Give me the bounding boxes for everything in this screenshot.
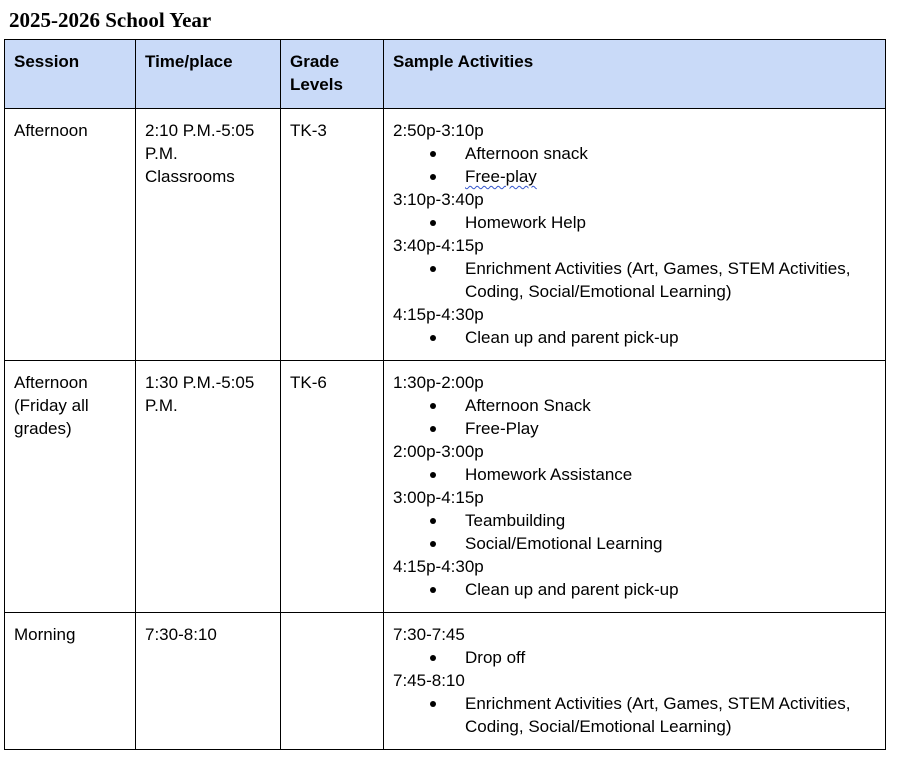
activity-item: Clean up and parent pick-up: [465, 326, 876, 349]
place-text: Classrooms: [145, 167, 235, 186]
activity-item: Social/Emotional Learning: [465, 532, 876, 555]
time-place-cell: [136, 109, 281, 361]
activities-cell: [384, 109, 886, 361]
activity-list: [393, 509, 876, 555]
activity-list: [393, 257, 876, 303]
activity-item: Free-Play: [465, 417, 876, 440]
table-row: [5, 613, 886, 750]
activity-item: Homework Help: [465, 211, 876, 234]
time-slot: 2:00p-3:00p: [393, 442, 484, 461]
activity-item: Teambuilding: [465, 509, 876, 532]
time-slot: 3:10p-3:40p: [393, 190, 484, 209]
activity-list: [393, 326, 876, 349]
grade-levels-cell: TK-3: [281, 109, 384, 361]
activity-list: [393, 692, 876, 738]
time-place-cell: [136, 613, 281, 750]
time-slot: 7:45-8:10: [393, 671, 465, 690]
time-slot: 1:30p-2:00p: [393, 373, 484, 392]
activity-list: [393, 646, 876, 669]
session-cell: Afternoon (Friday all grades): [5, 361, 136, 613]
spellcheck-underlined-text[interactable]: Free-play: [465, 167, 537, 186]
time-slot: 3:00p-4:15p: [393, 488, 484, 507]
grade-levels-cell: TK-6: [281, 361, 384, 613]
header-time-place: Time/place: [136, 40, 281, 109]
time-slot: 7:30-7:45: [393, 625, 465, 644]
activity-item: Homework Assistance: [465, 463, 876, 486]
time-slot: 4:15p-4:30p: [393, 557, 484, 576]
activity-item: Drop off: [465, 646, 876, 669]
time-text: 7:30-8:10: [145, 625, 217, 644]
activity-item: Enrichment Activities (Art, Games, STEM Activities, Coding, Social/Emotional Learning): [465, 257, 876, 303]
header-session: Session: [5, 40, 136, 109]
header-row: [5, 40, 886, 109]
session-cell: Morning: [5, 613, 136, 750]
table-row: [5, 109, 886, 361]
activity-list: [393, 463, 876, 486]
activity-list: [393, 142, 876, 188]
time-text: 1:30 P.M.-5:05 P.M.: [145, 373, 255, 415]
activities-cell: [384, 613, 886, 750]
activity-item: Afternoon Snack: [465, 394, 876, 417]
grade-levels-cell: [281, 613, 384, 750]
activity-item: Enrichment Activities (Art, Games, STEM Activities, Coding, Social/Emotional Learning): [465, 692, 876, 738]
page-title: 2025-2026 School Year: [9, 8, 212, 32]
header-grade-levels: Grade Levels: [281, 40, 384, 109]
table-row: [5, 361, 886, 613]
session-cell: Afternoon: [5, 109, 136, 361]
time-slot: 2:50p-3:10p: [393, 121, 484, 140]
time-slot: 3:40p-4:15p: [393, 236, 484, 255]
time-text: 2:10 P.M.-5:05 P.M.: [145, 121, 255, 163]
activity-list: [393, 394, 876, 440]
time-place-cell: [136, 361, 281, 613]
activity-item: Clean up and parent pick-up: [465, 578, 876, 601]
header-sample-activities: Sample Activities: [384, 40, 886, 109]
schedule-table: [4, 39, 886, 750]
activity-item: [465, 165, 876, 188]
activities-cell: [384, 361, 886, 613]
activity-item: Afternoon snack: [465, 142, 876, 165]
time-slot: 4:15p-4:30p: [393, 305, 484, 324]
activity-list: [393, 578, 876, 601]
activity-list: [393, 211, 876, 234]
